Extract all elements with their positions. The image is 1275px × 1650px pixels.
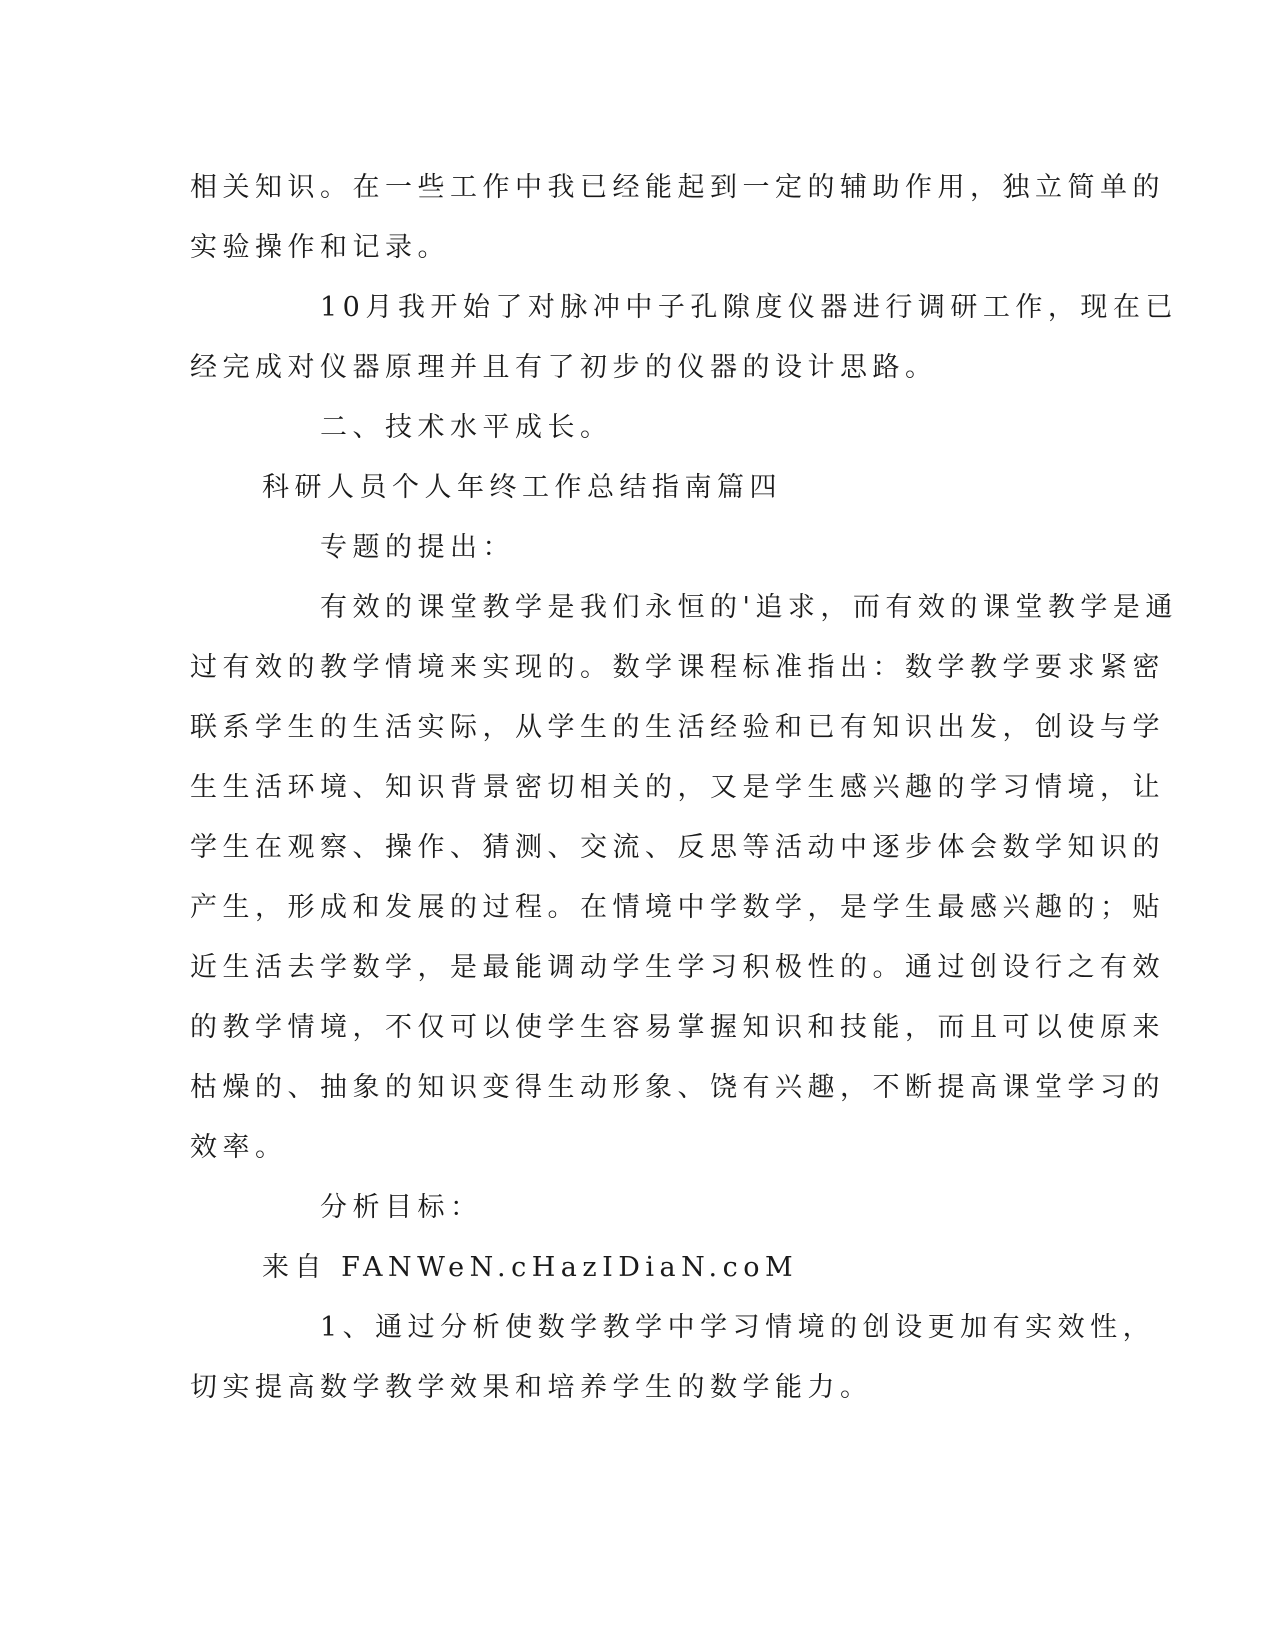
text-line: 1、通过分析使数学教学中学习情境的创设更加有实效性， — [320, 1312, 1156, 1343]
source-line: 来自 FANWeN.cHazIDiaN.coM — [262, 1252, 799, 1283]
text-line: 10月我开始了对脉冲中子孔隙度仪器进行调研工作，现在已 — [320, 292, 1178, 323]
text-line: 分析目标： — [320, 1192, 483, 1223]
text-line: 学生在观察、操作、猜测、交流、反思等活动中逐步体会数学知识的 — [190, 832, 1165, 863]
text-line: 有效的课堂教学是我们永恒的'追求，而有效的课堂教学是通 — [320, 592, 1178, 623]
text-line: 生生活环境、知识背景密切相关的，又是学生感兴趣的学习情境，让 — [190, 772, 1165, 803]
text-line: 产生，形成和发展的过程。在情境中学数学，是学生最感兴趣的；贴 — [190, 892, 1165, 923]
text-line: 实验操作和记录。 — [190, 232, 450, 263]
text-line: 枯燥的、抽象的知识变得生动形象、饶有兴趣，不断提高课堂学习的 — [190, 1072, 1165, 1103]
text-line: 的教学情境，不仅可以使学生容易掌握知识和技能，而且可以使原来 — [190, 1012, 1165, 1043]
text-line: 联系学生的生活实际，从学生的生活经验和已有知识出发，创设与学 — [190, 712, 1165, 743]
section-heading: 科研人员个人年终工作总结指南篇四 — [262, 472, 782, 503]
text-line: 切实提高数学教学效果和培养学生的数学能力。 — [190, 1372, 873, 1403]
text-line: 过有效的教学情境来实现的。数学课程标准指出：数学教学要求紧密 — [190, 652, 1165, 683]
text-line: 专题的提出： — [320, 532, 515, 563]
text-line: 近生活去学数学，是最能调动学生学习积极性的。通过创设行之有效 — [190, 952, 1165, 983]
text-line: 相关知识。在一些工作中我已经能起到一定的辅助作用，独立简单的 — [190, 172, 1165, 203]
text-line: 经完成对仪器原理并且有了初步的仪器的设计思路。 — [190, 352, 938, 383]
text-line: 效率。 — [190, 1132, 288, 1163]
text-line: 二、技术水平成长。 — [320, 412, 613, 443]
